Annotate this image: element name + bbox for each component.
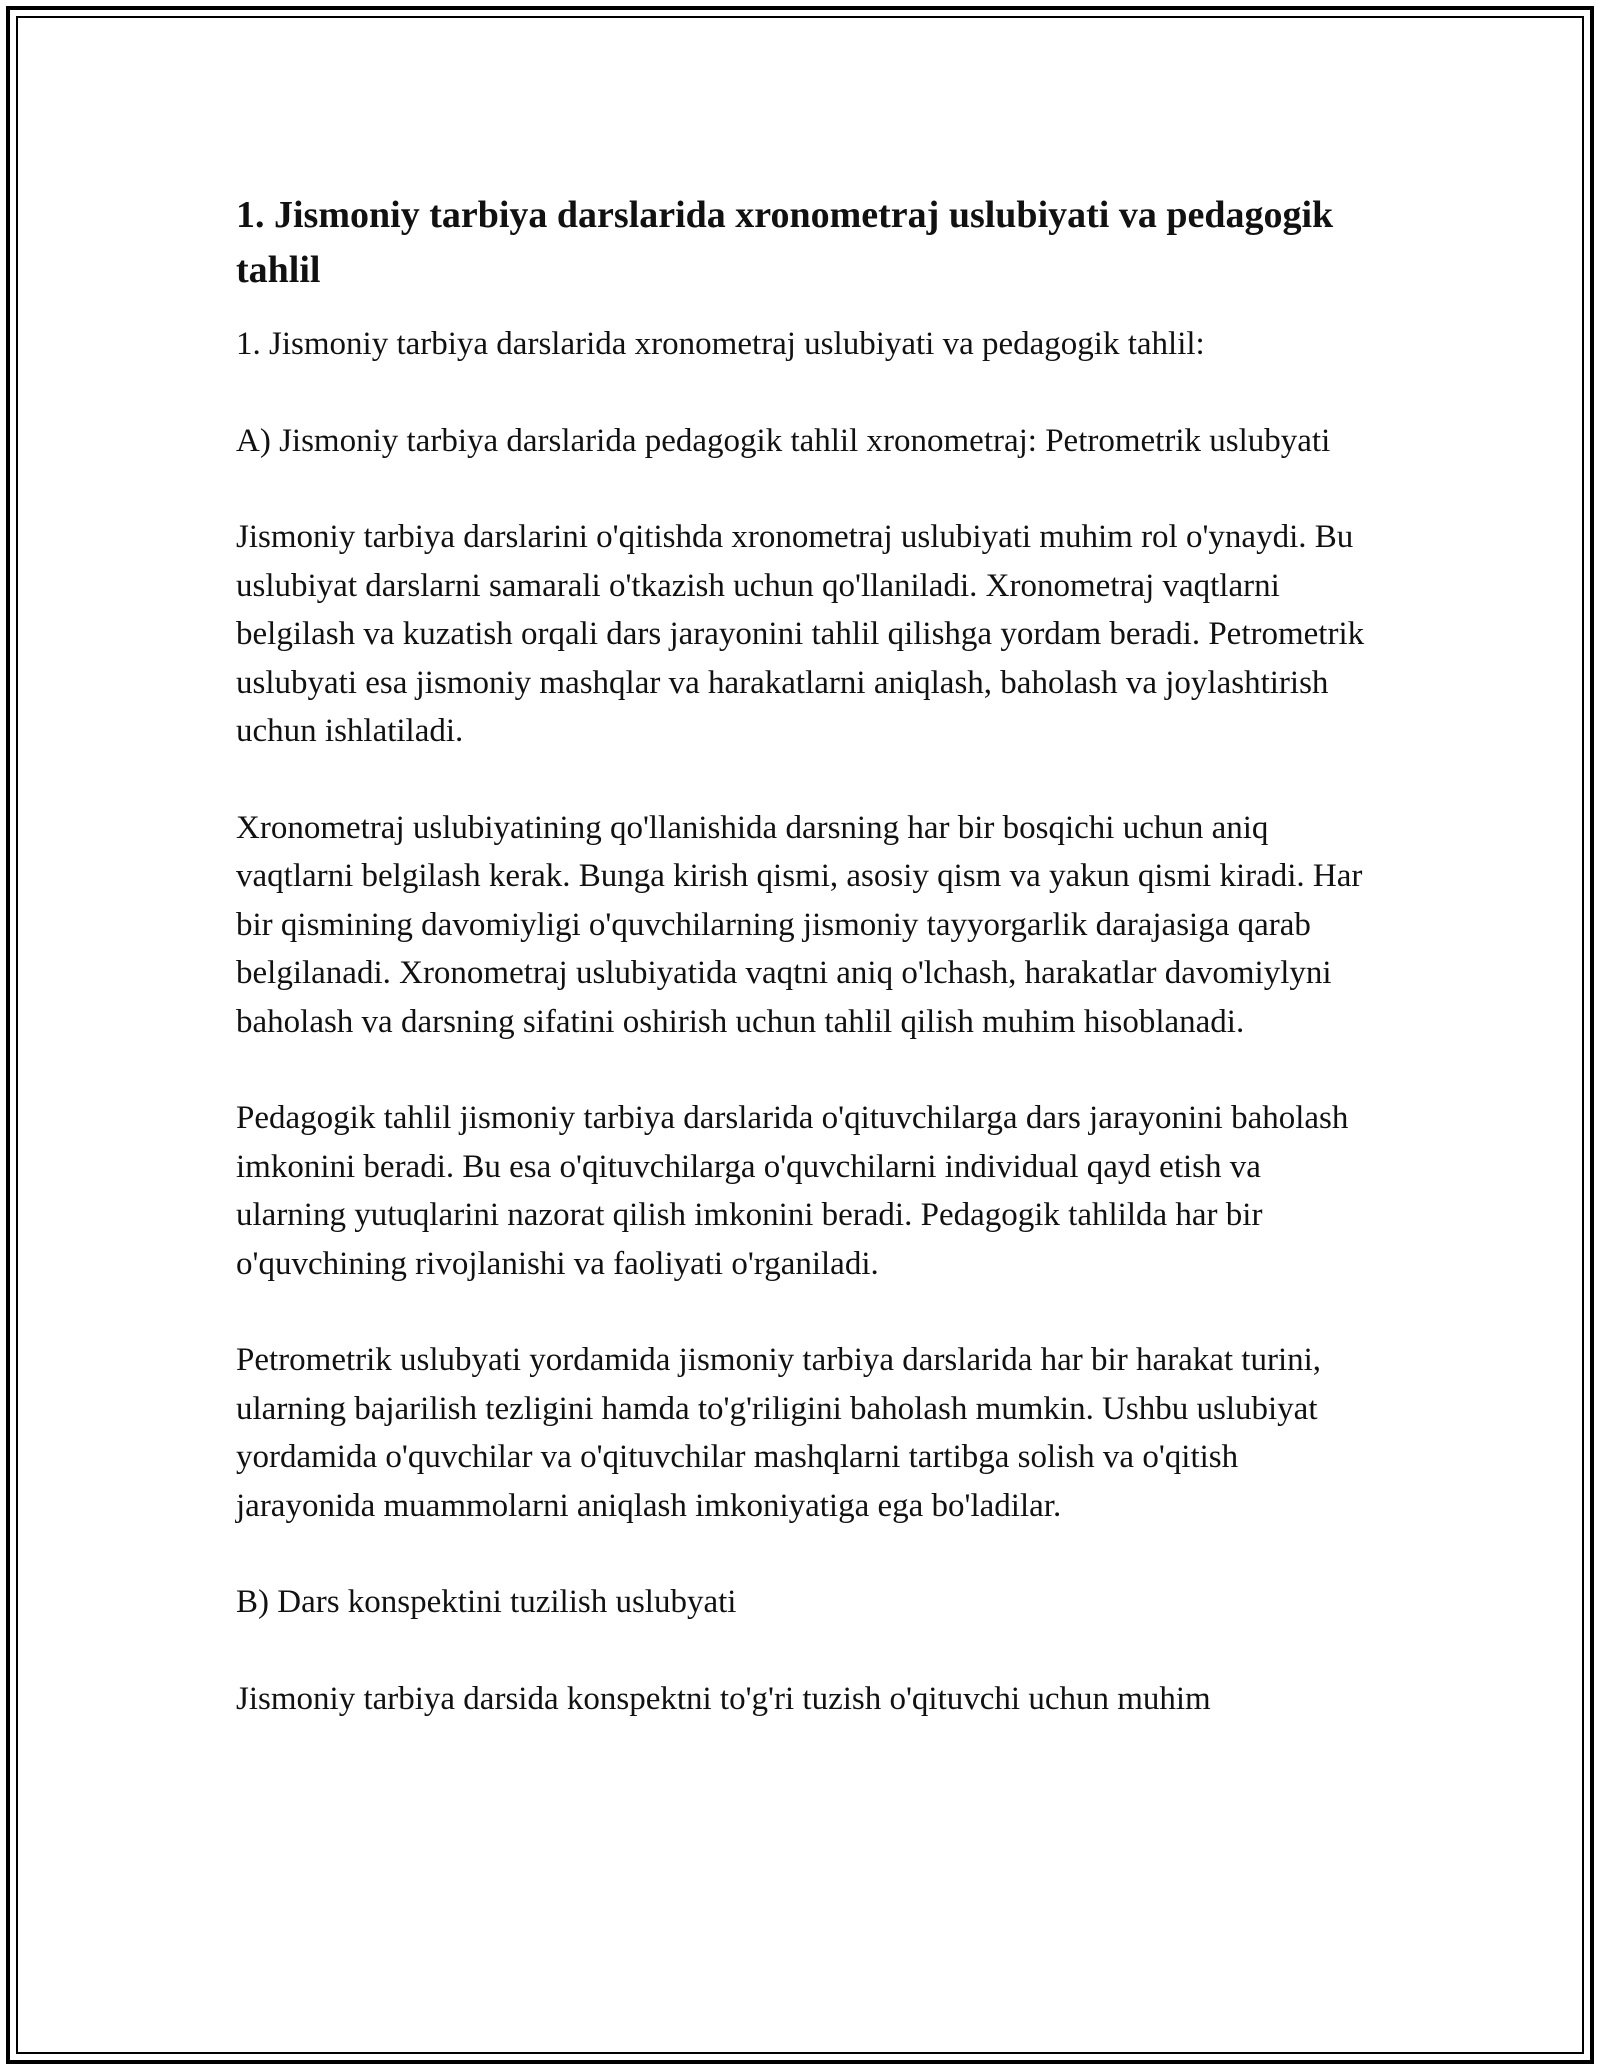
paragraph: Pedagogik tahlil jismoniy tarbiya darslarida o'qituvchilarga dars jarayonini baholash imkonini beradi. Bu esa o'qituvchilarga o'quvchilarni individual qayd etish va ularning yutuqlarini nazorat qilish imkonini beradi. Pedagogik tahlilda har bir o'quvchining rivojlanishi va faoliyati o'rganiladi. — [236, 1100, 1349, 1282]
paragraph-intro: 1. Jismoniy tarbiya darslarida xronometraj uslubiyati va pedagogik tahlil: — [236, 326, 1205, 362]
document-body — [236, 188, 1376, 1771]
paragraph: Xronometraj uslubiyatining qo'llanishida darsning har bir bosqichi uchun aniq vaqtlarni belgilash kerak. Bunga kirish qismi, asosiy qism va yakun qismi kiradi. Har bir qismining davomiyligi o'quvchilarning jismoniy tayyorgarlik darajasiga qarab belgilanadi. Xronometraj uslubiyatida vaqtni aniq o'lchash, harakatlar davomiylyni baholash va darsning sifatini oshirish uchun tahlil qilish muhim hisoblanadi. — [236, 809, 1363, 1040]
document-heading: 1. Jismoniy tarbiya darslarida xronometraj uslubiyati va pedagogik tahlil — [236, 194, 1334, 291]
paragraph-section-a: A) Jismoniy tarbiya darslarida pedagogik tahlil xronometraj: Petrometrik uslubyati — [236, 422, 1331, 459]
paragraph-section-b: B) Dars konspektini tuzilish uslubyati — [236, 1584, 737, 1620]
paragraph: Jismoniy tarbiya darsida konspektni to'g'ri tuzish o'qituvchi uchun muhim — [236, 1680, 1211, 1717]
paragraph: Jismoniy tarbiya darslarini o'qitishda xronometraj uslubiyati muhim rol o'ynaydi. Bu uslubiyat darslarni samarali o'tkazish uchun qo'llaniladi. Xronometraj vaqtlarni belgilash va kuzatish orqali dars jarayonini tahlil qilishga yordam beradi. Petrometrik uslubyati esa jismoniy mashqlar va harakatlarni aniqlash, baholash va joylashtirish uchun ishlatiladi. — [236, 519, 1365, 749]
paragraph: Petrometrik uslubyati yordamida jismoniy tarbiya darslarida har bir harakat turini, ularning bajarilish tezligini hamda to'g'riligini baholash mumkin. Ushbu uslubiyat yordamida o'quvchilar va o'qituvchilar mashqlarni tartibga solish va o'qitish jarayonida muammolarni aniqlash imkoniyatiga ega bo'ladilar. — [236, 1342, 1322, 1524]
